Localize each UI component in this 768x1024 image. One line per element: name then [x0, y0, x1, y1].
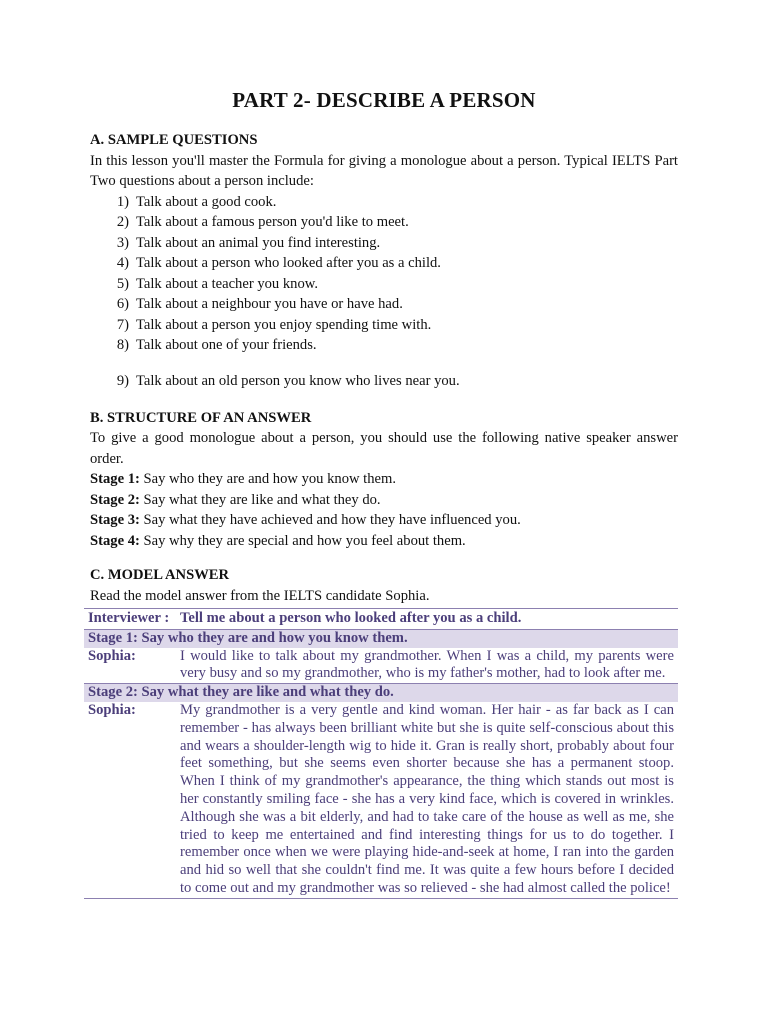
- list-text: Talk about a person you enjoy spending time with.: [136, 316, 432, 333]
- speaker-label: Sophia:: [84, 702, 176, 898]
- stage-2-row: [84, 684, 678, 702]
- list-text: Talk about a good cook.: [136, 193, 277, 210]
- interviewer-question: Tell me about a person who looked after you as a child.: [176, 609, 678, 630]
- stage-line: [90, 469, 678, 490]
- stage-line: [90, 531, 678, 552]
- interviewer-row: [84, 609, 678, 630]
- list-text: Talk about an old person you know who lives near you.: [136, 373, 460, 389]
- list-text: Talk about a famous person you'd like to meet.: [136, 214, 409, 230]
- stage-text: Say what they are like and what they do.: [139, 491, 381, 508]
- stage-1-label: Stage 1: Say who they are and how you know them.: [84, 629, 678, 647]
- interviewer-label: Interviewer :: [84, 609, 176, 630]
- model-answer-table: [84, 608, 678, 899]
- section-b-intro: To give a good monologue about a person, you should use the following native speaker answer order.: [90, 430, 678, 467]
- stage-1-row: [84, 629, 678, 647]
- list-item: [90, 274, 678, 295]
- stage-label: Stage 4:: [90, 532, 140, 549]
- list-gap: [90, 356, 678, 372]
- spacer: [90, 392, 678, 408]
- stage-text: Say who they are and how you know them.: [139, 471, 397, 487]
- answer-text: My grandmother is a very gentle and kind woman. Her hair - as far back as I can remember - has always been brilliant white but she is quite self-conscious about this and wears a shoulder-length wig to hide it. Gran is really short, probably about four feet something, but she seems even shorter because she has a permanent stoop. When I think of my grandmother's appearance, the thing which stands out most is her constantly smiling face - she has a very kind face, which is covered in wrinkles. Although she was a bit elderly, and had to take care of the house as well as me, she tried to keep me entertained and find interesting things for us to do together. I remember once when we were playing hide-and-seek at home, I ran into the garden and hid so well that she couldn't find me. It was quite a few hours before I decided to come out and my grandmother was so relieved - she had almost called the police!: [176, 702, 678, 898]
- stage-label: Stage 3:: [90, 512, 140, 528]
- spacer: [90, 551, 678, 565]
- section-c-intro: Read the model answer from the IELTS candidate Sophia.: [90, 587, 430, 604]
- list-text: Talk about an animal you find interesting.: [136, 234, 381, 251]
- list-number: 6): [116, 296, 129, 312]
- list-item: [90, 253, 678, 274]
- list-item: [90, 233, 678, 254]
- list-number: 1): [116, 193, 129, 210]
- list-text: Talk about one of your friends.: [136, 337, 317, 353]
- stage-line: [90, 510, 678, 531]
- list-number: 8): [116, 337, 129, 353]
- list-item: [90, 315, 678, 336]
- stage-2-label: Stage 2: Say what they are like and what they do.: [84, 684, 678, 702]
- stage-label: Stage 1:: [90, 471, 140, 487]
- list-number: 2): [116, 214, 129, 230]
- stage-text: Say why they are special and how you feel about them.: [139, 532, 466, 549]
- list-item: [90, 212, 678, 233]
- answer-1-row: [84, 648, 678, 684]
- section-a-heading: A. SAMPLE QUESTIONS: [90, 132, 258, 148]
- answer-text: I would like to talk about my grandmother. When I was a child, my parents were very busy and so my grandmother, who is my father's mother, had to look after me.: [180, 647, 674, 682]
- list-text: Talk about a person who looked after you as a child.: [136, 255, 441, 271]
- document-body: [90, 130, 678, 899]
- list-item: [90, 335, 678, 356]
- section-c-heading: C. MODEL ANSWER: [90, 567, 230, 583]
- section-a-intro: In this lesson you'll master the Formula for giving a monologue about a person. Typical IELTS Part Two questions about a person include:: [90, 152, 678, 189]
- list-text: Talk about a neighbour you have or have had.: [136, 296, 403, 312]
- list-number: 4): [116, 255, 129, 271]
- stage-line: [90, 490, 678, 511]
- list-item: [90, 294, 678, 315]
- stage-label: Stage 2:: [90, 491, 140, 508]
- list-text: Talk about a teacher you know.: [136, 275, 319, 292]
- list-item: [90, 192, 678, 213]
- list-number: 3): [116, 234, 129, 251]
- list-number: 5): [116, 275, 129, 292]
- page-title: PART 2- DESCRIBE A PERSON: [232, 88, 536, 112]
- list-item: [90, 371, 678, 392]
- speaker-label: Sophia:: [88, 647, 136, 664]
- section-b-heading: B. STRUCTURE OF AN ANSWER: [90, 409, 312, 426]
- list-number: 9): [116, 373, 129, 389]
- list-number: 7): [116, 316, 129, 333]
- stage-text: Say what they have achieved and how they have influenced you.: [139, 512, 521, 528]
- question-list: [90, 192, 678, 392]
- answer-2-row: [84, 702, 678, 898]
